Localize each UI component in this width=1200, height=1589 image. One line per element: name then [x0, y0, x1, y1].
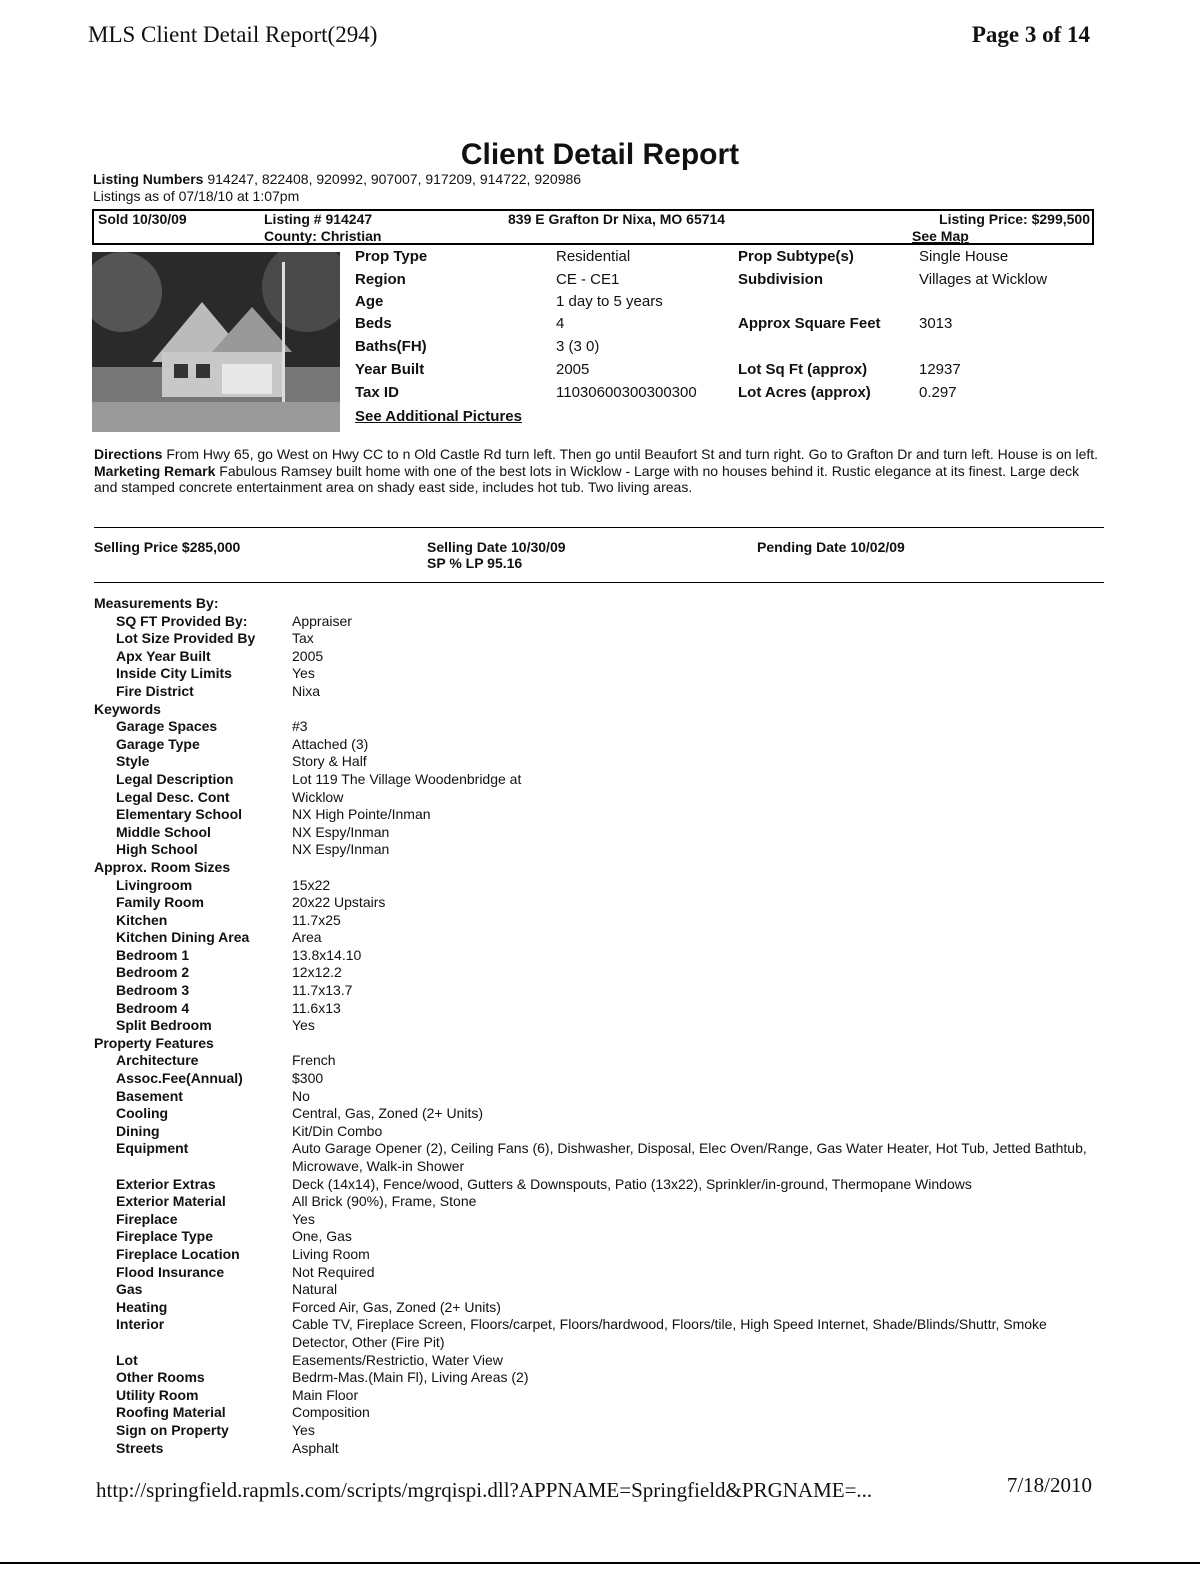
detail-row — [94, 648, 1094, 666]
detail-label: Inside City Limits — [116, 665, 232, 682]
detail-row — [94, 1369, 1094, 1387]
selling-date: Selling Date 10/30/09 — [427, 539, 566, 555]
detail-row — [94, 1105, 1094, 1123]
sp-lp-ratio: SP % LP 95.16 — [427, 555, 523, 571]
detail-row — [94, 1246, 1094, 1264]
detail-row — [94, 1264, 1094, 1282]
prop-label: Year Built — [355, 361, 425, 378]
detail-label: Dining — [116, 1122, 160, 1139]
footer-url: http://springfield.rapmls.com/scripts/mgrqispi.dll?APPNAME=Springfield&PRGNAME=... — [96, 1478, 873, 1502]
detail-row — [94, 1211, 1094, 1229]
detail-value: Bedrm-Mas.(Main Fl), Living Areas (2) — [292, 1369, 529, 1386]
section-heading: Approx. Room Sizes — [94, 858, 231, 875]
detail-label: Fireplace Location — [116, 1245, 240, 1262]
detail-row — [94, 683, 1094, 701]
page-header-title: MLS Client Detail Report(294) — [88, 22, 378, 47]
detail-sections — [94, 595, 1094, 1457]
detail-value: Cable TV, Fireplace Screen, Floors/carpet, Floors/hardwood, Floors/tile, High Speed Internet, Shade/Blinds/Shuttr, Smoke Detector, Other (Fire Pit) — [292, 1316, 1047, 1350]
detail-row — [94, 1281, 1094, 1299]
detail-label: Exterior Extras — [116, 1175, 216, 1192]
detail-label: Cooling — [116, 1105, 169, 1122]
listings-as-of: Listings as of 07/18/10 at 1:07pm — [93, 188, 300, 204]
detail-label: Garage Spaces — [116, 718, 218, 735]
prop-value: Villages at Wicklow — [919, 271, 1048, 288]
prop-value: 11030600300300300 — [556, 384, 697, 401]
detail-row — [94, 806, 1094, 824]
detail-label: Split Bedroom — [116, 1017, 212, 1034]
selling-price: Selling Price $285,000 — [94, 539, 241, 555]
detail-row — [94, 1000, 1094, 1018]
detail-label: Architecture — [116, 1052, 199, 1069]
detail-value: Composition — [292, 1404, 370, 1421]
detail-value: Attached (3) — [292, 735, 369, 752]
directions-text: From Hwy 65, go West on Hwy CC to n Old Castle Rd turn left. Then go until Beaufort St and turn right. Go to Grafton Dr and turn left. House is on left. — [166, 446, 1099, 462]
detail-row — [94, 771, 1094, 789]
prop-value: Single House — [919, 248, 1009, 265]
detail-label: Gas — [116, 1281, 143, 1298]
detail-value: 11.6x13 — [292, 999, 341, 1016]
detail-value: Lot 119 The Village Woodenbridge at — [292, 770, 522, 787]
sold-date: Sold 10/30/09 — [98, 211, 187, 227]
prop-value: 3013 — [919, 315, 953, 332]
prop-value: 12937 — [919, 361, 961, 378]
detail-row — [94, 736, 1094, 754]
detail-label: Equipment — [116, 1140, 189, 1157]
listing-numbers-line — [93, 171, 581, 187]
detail-value: Forced Air, Gas, Zoned (2+ Units) — [292, 1298, 501, 1315]
detail-row — [94, 1140, 1094, 1175]
directions-paragraph — [94, 446, 1104, 496]
detail-value: Yes — [292, 1421, 315, 1438]
detail-label: Heating — [116, 1298, 168, 1315]
detail-value: Area — [292, 929, 322, 946]
divider — [94, 527, 1104, 528]
detail-label: Sign on Property — [116, 1421, 229, 1438]
prop-label: Prop Type — [355, 248, 428, 265]
prop-label: Beds — [355, 315, 392, 332]
page-number: Page 3 of 14 — [971, 22, 1090, 47]
detail-label: Fireplace — [116, 1210, 178, 1227]
detail-label: Apx Year Built — [116, 647, 211, 664]
detail-value: Central, Gas, Zoned (2+ Units) — [292, 1105, 484, 1122]
detail-value: 11.7x13.7 — [292, 982, 353, 999]
listing-summary-box — [92, 209, 1094, 245]
prop-label: Baths(FH) — [355, 338, 427, 355]
detail-value: No — [292, 1087, 310, 1104]
detail-label: Exterior Material — [116, 1193, 226, 1210]
detail-value: Wicklow — [292, 788, 344, 805]
marketing-remark-text: Fabulous Ramsey built home with one of the best lots in Wicklow - Large with no houses behind it. Rustic elegance at its finest. Large deck and stamped concrete entertainment area on shady east side, includes hot tub. Two living areas. — [94, 462, 1080, 495]
section-heading: Measurements By: — [94, 595, 219, 611]
listing-price: Listing Price: $299,500 — [939, 211, 1090, 227]
detail-value: NX High Pointe/Inman — [292, 806, 431, 823]
detail-row — [94, 1228, 1094, 1246]
detail-row — [94, 877, 1094, 895]
house-photo-image — [92, 252, 340, 432]
detail-row — [94, 947, 1094, 965]
detail-label: Garage Type — [116, 735, 200, 752]
detail-value: Asphalt — [292, 1439, 339, 1456]
detail-row — [94, 753, 1094, 771]
prop-label: Subdivision — [738, 271, 824, 288]
prop-value: 3 (3 0) — [556, 338, 600, 355]
detail-value: Not Required — [292, 1263, 375, 1280]
detail-label: Streets — [116, 1439, 164, 1456]
detail-row — [94, 1017, 1094, 1035]
detail-value: All Brick (90%), Frame, Stone — [292, 1193, 477, 1210]
detail-row — [94, 929, 1094, 947]
section-heading: Keywords — [94, 700, 161, 717]
detail-row — [94, 1422, 1094, 1440]
prop-label: Lot Sq Ft (approx) — [738, 361, 868, 378]
see-map-link[interactable]: See Map — [912, 228, 969, 244]
detail-value: Natural — [292, 1281, 338, 1298]
detail-value: Tax — [292, 630, 314, 647]
prop-value: 2005 — [556, 361, 590, 378]
prop-value: CE - CE1 — [556, 271, 620, 288]
detail-label: Utility Room — [116, 1386, 199, 1403]
detail-value: NX Espy/Inman — [292, 841, 390, 858]
detail-value: Auto Garage Opener (2), Ceiling Fans (6), Dishwasher, Disposal, Elec Oven/Range, Gas Water Heater, Hot Tub, Jetted Bathtub, Microwave, Walk-in Shower — [292, 1140, 1087, 1174]
listing-numbers-label: Listing Numbers — [93, 171, 204, 187]
detail-value: Yes — [292, 665, 315, 682]
detail-value: Main Floor — [292, 1386, 359, 1403]
detail-row — [94, 1316, 1094, 1351]
detail-label: Assoc.Fee(Annual) — [116, 1070, 243, 1087]
detail-row — [94, 964, 1094, 982]
footer-date: 7/18/2010 — [1006, 1473, 1092, 1497]
detail-label: Bedroom 2 — [116, 964, 190, 981]
detail-label: Interior — [116, 1316, 165, 1333]
detail-row — [94, 1387, 1094, 1405]
detail-value: 2005 — [292, 647, 324, 664]
detail-row — [94, 1440, 1094, 1458]
detail-label: High School — [116, 841, 198, 858]
county: County: Christian — [264, 228, 382, 244]
prop-value: 0.297 — [919, 384, 957, 401]
prop-label: Region — [355, 271, 406, 288]
detail-value: One, Gas — [292, 1228, 352, 1245]
detail-label: SQ FT Provided By: — [116, 612, 248, 629]
address: 839 E Grafton Dr Nixa, MO 65714 — [508, 211, 726, 227]
detail-value: 12x12.2 — [292, 964, 342, 981]
detail-value: NX Espy/Inman — [292, 823, 390, 840]
detail-row — [94, 1070, 1094, 1088]
detail-label: Kitchen — [116, 911, 168, 928]
detail-label: Bedroom 4 — [116, 999, 190, 1016]
detail-row — [94, 1193, 1094, 1211]
directions-label: Directions — [94, 446, 163, 462]
property-photo — [92, 252, 340, 432]
detail-label: Bedroom 3 — [116, 982, 190, 999]
detail-row — [94, 982, 1094, 1000]
detail-row — [94, 1299, 1094, 1317]
detail-label: Elementary School — [116, 806, 243, 823]
detail-value: Nixa — [292, 682, 321, 699]
detail-value: #3 — [292, 718, 308, 735]
detail-label: Other Rooms — [116, 1369, 205, 1386]
section-heading: Property Features — [94, 1034, 214, 1051]
detail-label: Roofing Material — [116, 1404, 226, 1421]
prop-label: Lot Acres (approx) — [738, 384, 871, 401]
detail-value: Deck (14x14), Fence/wood, Gutters & Downspouts, Patio (13x22), Sprinkler/in-ground, Thermopane Windows — [292, 1175, 972, 1192]
detail-value: 11.7x25 — [292, 911, 341, 928]
detail-row — [94, 1176, 1094, 1194]
detail-value: 13.8x14.10 — [292, 946, 362, 963]
detail-row — [94, 1404, 1094, 1422]
page-bottom-rule — [0, 1562, 1200, 1564]
detail-row — [94, 912, 1094, 930]
detail-row — [94, 1052, 1094, 1070]
prop-label: Prop Subtype(s) — [738, 248, 854, 265]
prop-value: 1 day to 5 years — [556, 293, 663, 310]
detail-value: Living Room — [292, 1245, 370, 1262]
detail-value: Story & Half — [292, 753, 367, 770]
pending-date: Pending Date 10/02/09 — [757, 539, 905, 555]
detail-label: Kitchen Dining Area — [116, 929, 250, 946]
detail-row — [94, 824, 1094, 842]
detail-row — [94, 894, 1094, 912]
detail-value: $300 — [292, 1070, 324, 1087]
prop-label: Tax ID — [355, 384, 399, 401]
detail-label: Bedroom 1 — [116, 946, 190, 963]
report-title: Client Detail Report — [460, 138, 740, 171]
detail-label: Lot Size Provided By — [116, 630, 256, 647]
prop-value: 4 — [556, 315, 565, 332]
detail-label: Style — [116, 753, 150, 770]
detail-label: Fire District — [116, 682, 194, 699]
detail-row — [94, 718, 1094, 736]
detail-value: 20x22 Upstairs — [292, 894, 386, 911]
detail-value: Easements/Restrictio, Water View — [292, 1351, 503, 1368]
detail-row — [94, 613, 1094, 631]
detail-label: Legal Description — [116, 770, 234, 787]
prop-label: Approx Square Feet — [738, 315, 881, 332]
detail-value: Yes — [292, 1017, 315, 1034]
prop-value: Residential — [556, 248, 631, 265]
detail-label: Lot — [116, 1351, 138, 1368]
detail-row — [94, 1123, 1094, 1141]
detail-label: Basement — [116, 1087, 183, 1104]
detail-value: 15x22 — [292, 876, 331, 893]
divider — [94, 582, 1104, 583]
detail-label: Legal Desc. Cont — [116, 788, 230, 805]
detail-value: Yes — [292, 1210, 315, 1227]
detail-label: Middle School — [116, 823, 211, 840]
detail-row — [94, 1352, 1094, 1370]
listing-numbers: 914247, 822408, 920992, 907007, 917209, 914722, 920986 — [207, 171, 582, 187]
detail-value: Kit/Din Combo — [292, 1122, 383, 1139]
detail-label: Family Room — [116, 894, 204, 911]
prop-label: Age — [355, 293, 384, 310]
detail-value: Appraiser — [292, 612, 352, 629]
listing-number: Listing # 914247 — [264, 211, 373, 227]
detail-row — [94, 1088, 1094, 1106]
see-additional-pictures-link[interactable]: See Additional Pictures — [355, 408, 522, 425]
detail-value: French — [292, 1052, 336, 1069]
marketing-remark-label: Marketing Remark — [94, 462, 216, 479]
detail-label: Flood Insurance — [116, 1263, 225, 1280]
detail-label: Livingroom — [116, 876, 193, 893]
detail-row — [94, 789, 1094, 807]
detail-row — [94, 630, 1094, 648]
detail-label: Fireplace Type — [116, 1228, 214, 1245]
detail-row — [94, 665, 1094, 683]
detail-row — [94, 841, 1094, 859]
